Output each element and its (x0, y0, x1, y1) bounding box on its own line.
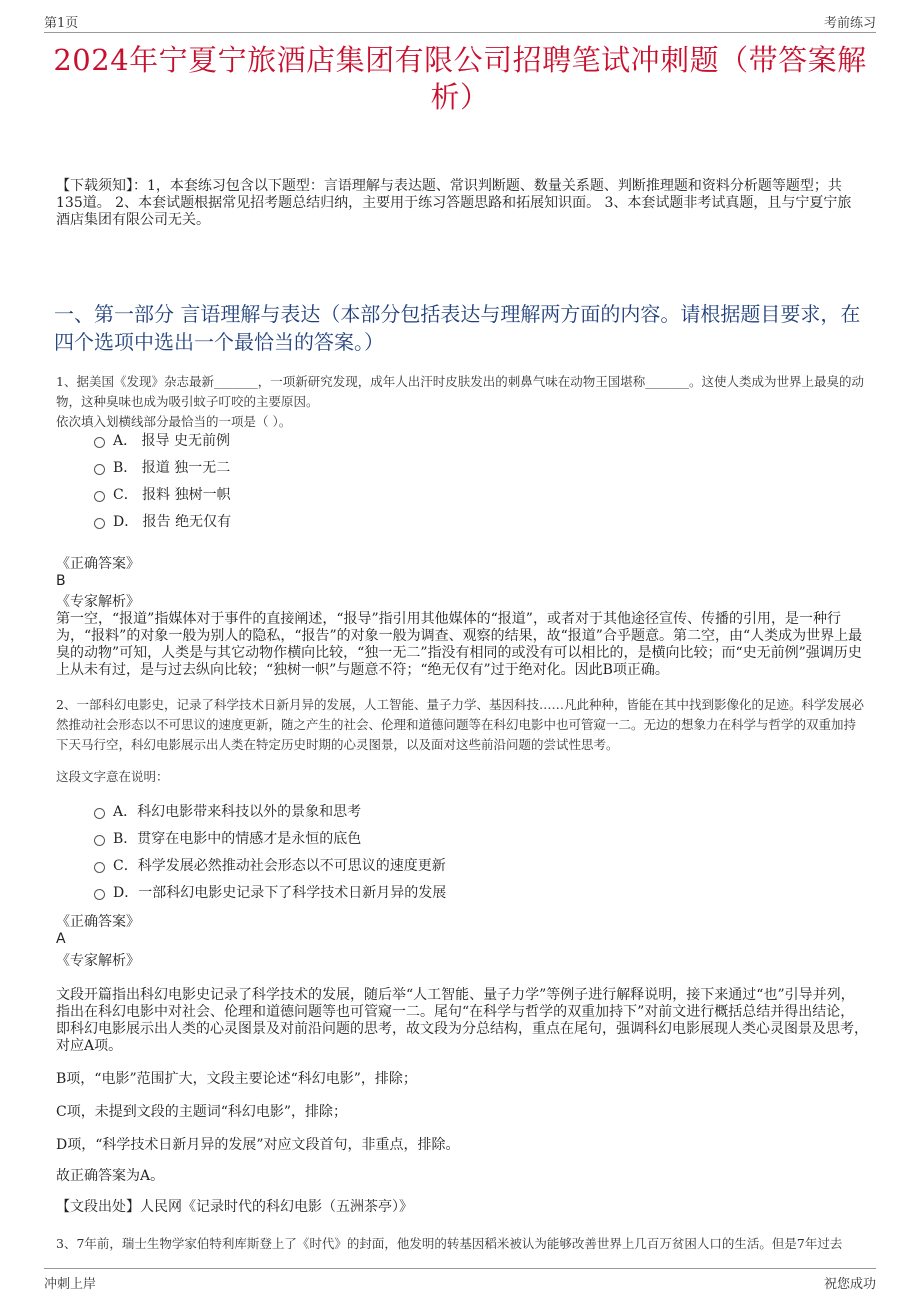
radio-icon[interactable] (94, 808, 105, 819)
radio-icon[interactable] (94, 518, 105, 529)
q1-analysis-label: 《专家解析》 (56, 594, 140, 610)
question-2-stem: 2、一部科幻电影史，记录了科学技术日新月异的发展，人工智能、量子力学、基因科技……凡此种种，皆能在其中找到影像化的足迹。科学发展必然推动社会形态以不可思议的速度更新，随之产生的社会、伦理和道德问题等在科幻电影中也可管窥一二。无边的想象力在科学与哲学的双重加持下天马行空，科幻电影展示出人类在特定历史时期的心灵图景，以及面对这些前沿问题的尝试性思考。 (56, 697, 864, 752)
radio-icon[interactable] (94, 889, 105, 900)
q2-conclusion: 故正确答案为A。 (56, 1168, 165, 1184)
question-1-stem: 1、据美国《发现》杂志最新_______，一项新研究发现，成年人出汗时皮肤发出的刺鼻气味在动物王国堪称_______。这使人类成为世界上最臭的动物，这种臭味也成为吸引蚊子叮咬的主要原因。 (56, 374, 864, 409)
q2-note-b: B项，“电影”范围扩大，文段主要论述“科幻电影”，排除； (56, 1071, 417, 1087)
q2-option-b[interactable] (94, 830, 361, 848)
q1-answer-label: 《正确答案》 (56, 556, 140, 572)
radio-icon[interactable] (94, 862, 105, 873)
option-label: B． 报道 独一无二 (113, 460, 231, 476)
page-footer (44, 1268, 876, 1291)
option-label: B．贯穿在电影中的情感才是永恒的底色 (113, 831, 362, 847)
q2-answer: A (56, 931, 66, 947)
question-2-prompt: 这段文字意在说明： (56, 769, 169, 784)
section-heading: 一、第一部分 言语理解与表达（本部分包括表达与理解两方面的内容。请根据题目要求，在四个选项中选出一个最恰当的答案。） (54, 302, 861, 354)
question-3-stem: 3、7年前，瑞士生物学家伯特利库斯登上了《时代》的封面，他发明的转基因稻米被认为能够改善世界上几百万贫困人口的生活。但是7年过去 (56, 1236, 843, 1251)
download-notice: 【下载须知】：1，本套练习包含以下题型：言语理解与表达题、常识判断题、数量关系题、判断推理题和资料分析题等题型；共135道。 2、本套试题根据常见招考题总结归纳，主要用于练习答题思路和拓展知识面。 3、本套试题非考试真题，且与宁夏宁旅酒店集团有限公司无关。 (56, 178, 852, 228)
option-label: D．一部科幻电影史记录下了科学技术日新月异的发展 (113, 885, 447, 901)
q2-option-d[interactable] (94, 884, 446, 902)
q2-option-a[interactable] (94, 803, 361, 821)
q2-source: 【文段出处】人民网《记录时代的科幻电影（五洲茶亭）》 (56, 1199, 413, 1215)
q2-note-d: D项，“科学技术日新月异的发展”对应文段首句，非重点，排除。 (56, 1137, 460, 1153)
header-label: 考前练习 (823, 16, 876, 31)
option-label: A． 报导 史无前例 (113, 433, 231, 449)
footer-right: 祝您成功 (823, 1277, 876, 1292)
option-label: C．科学发展必然推动社会形态以不可思议的速度更新 (113, 858, 446, 874)
radio-icon[interactable] (94, 437, 105, 448)
question-1-prompt: 依次填入划横线部分最恰当的一项是（ ）。 (56, 414, 292, 429)
q1-option-c[interactable] (94, 486, 231, 504)
radio-icon[interactable] (94, 491, 105, 502)
q1-option-d[interactable] (94, 513, 231, 531)
radio-icon[interactable] (94, 464, 105, 475)
question-1-text (56, 372, 868, 432)
footer-left: 冲刺上岸 (44, 1277, 97, 1292)
q2-note-c: C项，未提到文段的主题词“科幻电影”，排除； (56, 1104, 348, 1120)
q1-option-b[interactable] (94, 459, 230, 477)
page-header (44, 10, 876, 33)
q1-option-a[interactable] (94, 432, 230, 450)
q2-option-c[interactable] (94, 857, 446, 875)
q2-analysis-label: 《专家解析》 (56, 953, 140, 969)
q2-analysis: 文段开篇指出科幻电影史记录了科学技术的发展，随后举“人工智能、量子力学”等例子进行解释说明，接下来通过“也”引导并列，指出在科幻电影中对社会、伦理和道德问题等也可管窥一二。尾句“在科学与哲学的双重加持下”对前文进行概括总结并得出结论，即科幻电影展示出人类的心灵图景及对前沿问题的思考，故文段为分总结构，重点在尾句，强调科幻电影展现人类心灵图景及思考，对应A项。 (56, 987, 868, 1054)
document-title: 2024年宁夏宁旅酒店集团有限公司招聘笔试冲刺题（带答案解析） (53, 43, 867, 114)
option-label: C． 报料 独树一帜 (113, 487, 231, 503)
q1-analysis: 第一空，“报道”指媒体对于事件的直接阐述，“报导”指引用其他媒体的“报道”，或者对于其他途径宣传、传播的引用，是一种行为，“报料”的对象一般为别人的隐私，“报告”的对象一般为调查、观察的结果，故“报道”合乎题意。第二空，由“人类成为世界上最臭的动物”可知，人类是与其它动物作横向比较，“独一无二”指没有相同的或没有可以相比的，是横向比较；而“史无前例”强调历史上从未有过，是与过去纵向比较；“独树一帜”与题意不符；“绝无仅有”过于绝对化。因此B项正确。 (56, 611, 863, 678)
page-number: 第1页 (44, 16, 79, 31)
radio-icon[interactable] (94, 835, 105, 846)
q2-answer-label: 《正确答案》 (56, 914, 140, 930)
q1-answer: B (56, 573, 66, 589)
option-label: A．科幻电影带来科技以外的景象和思考 (113, 804, 362, 820)
option-label: D． 报告 绝无仅有 (113, 514, 232, 530)
